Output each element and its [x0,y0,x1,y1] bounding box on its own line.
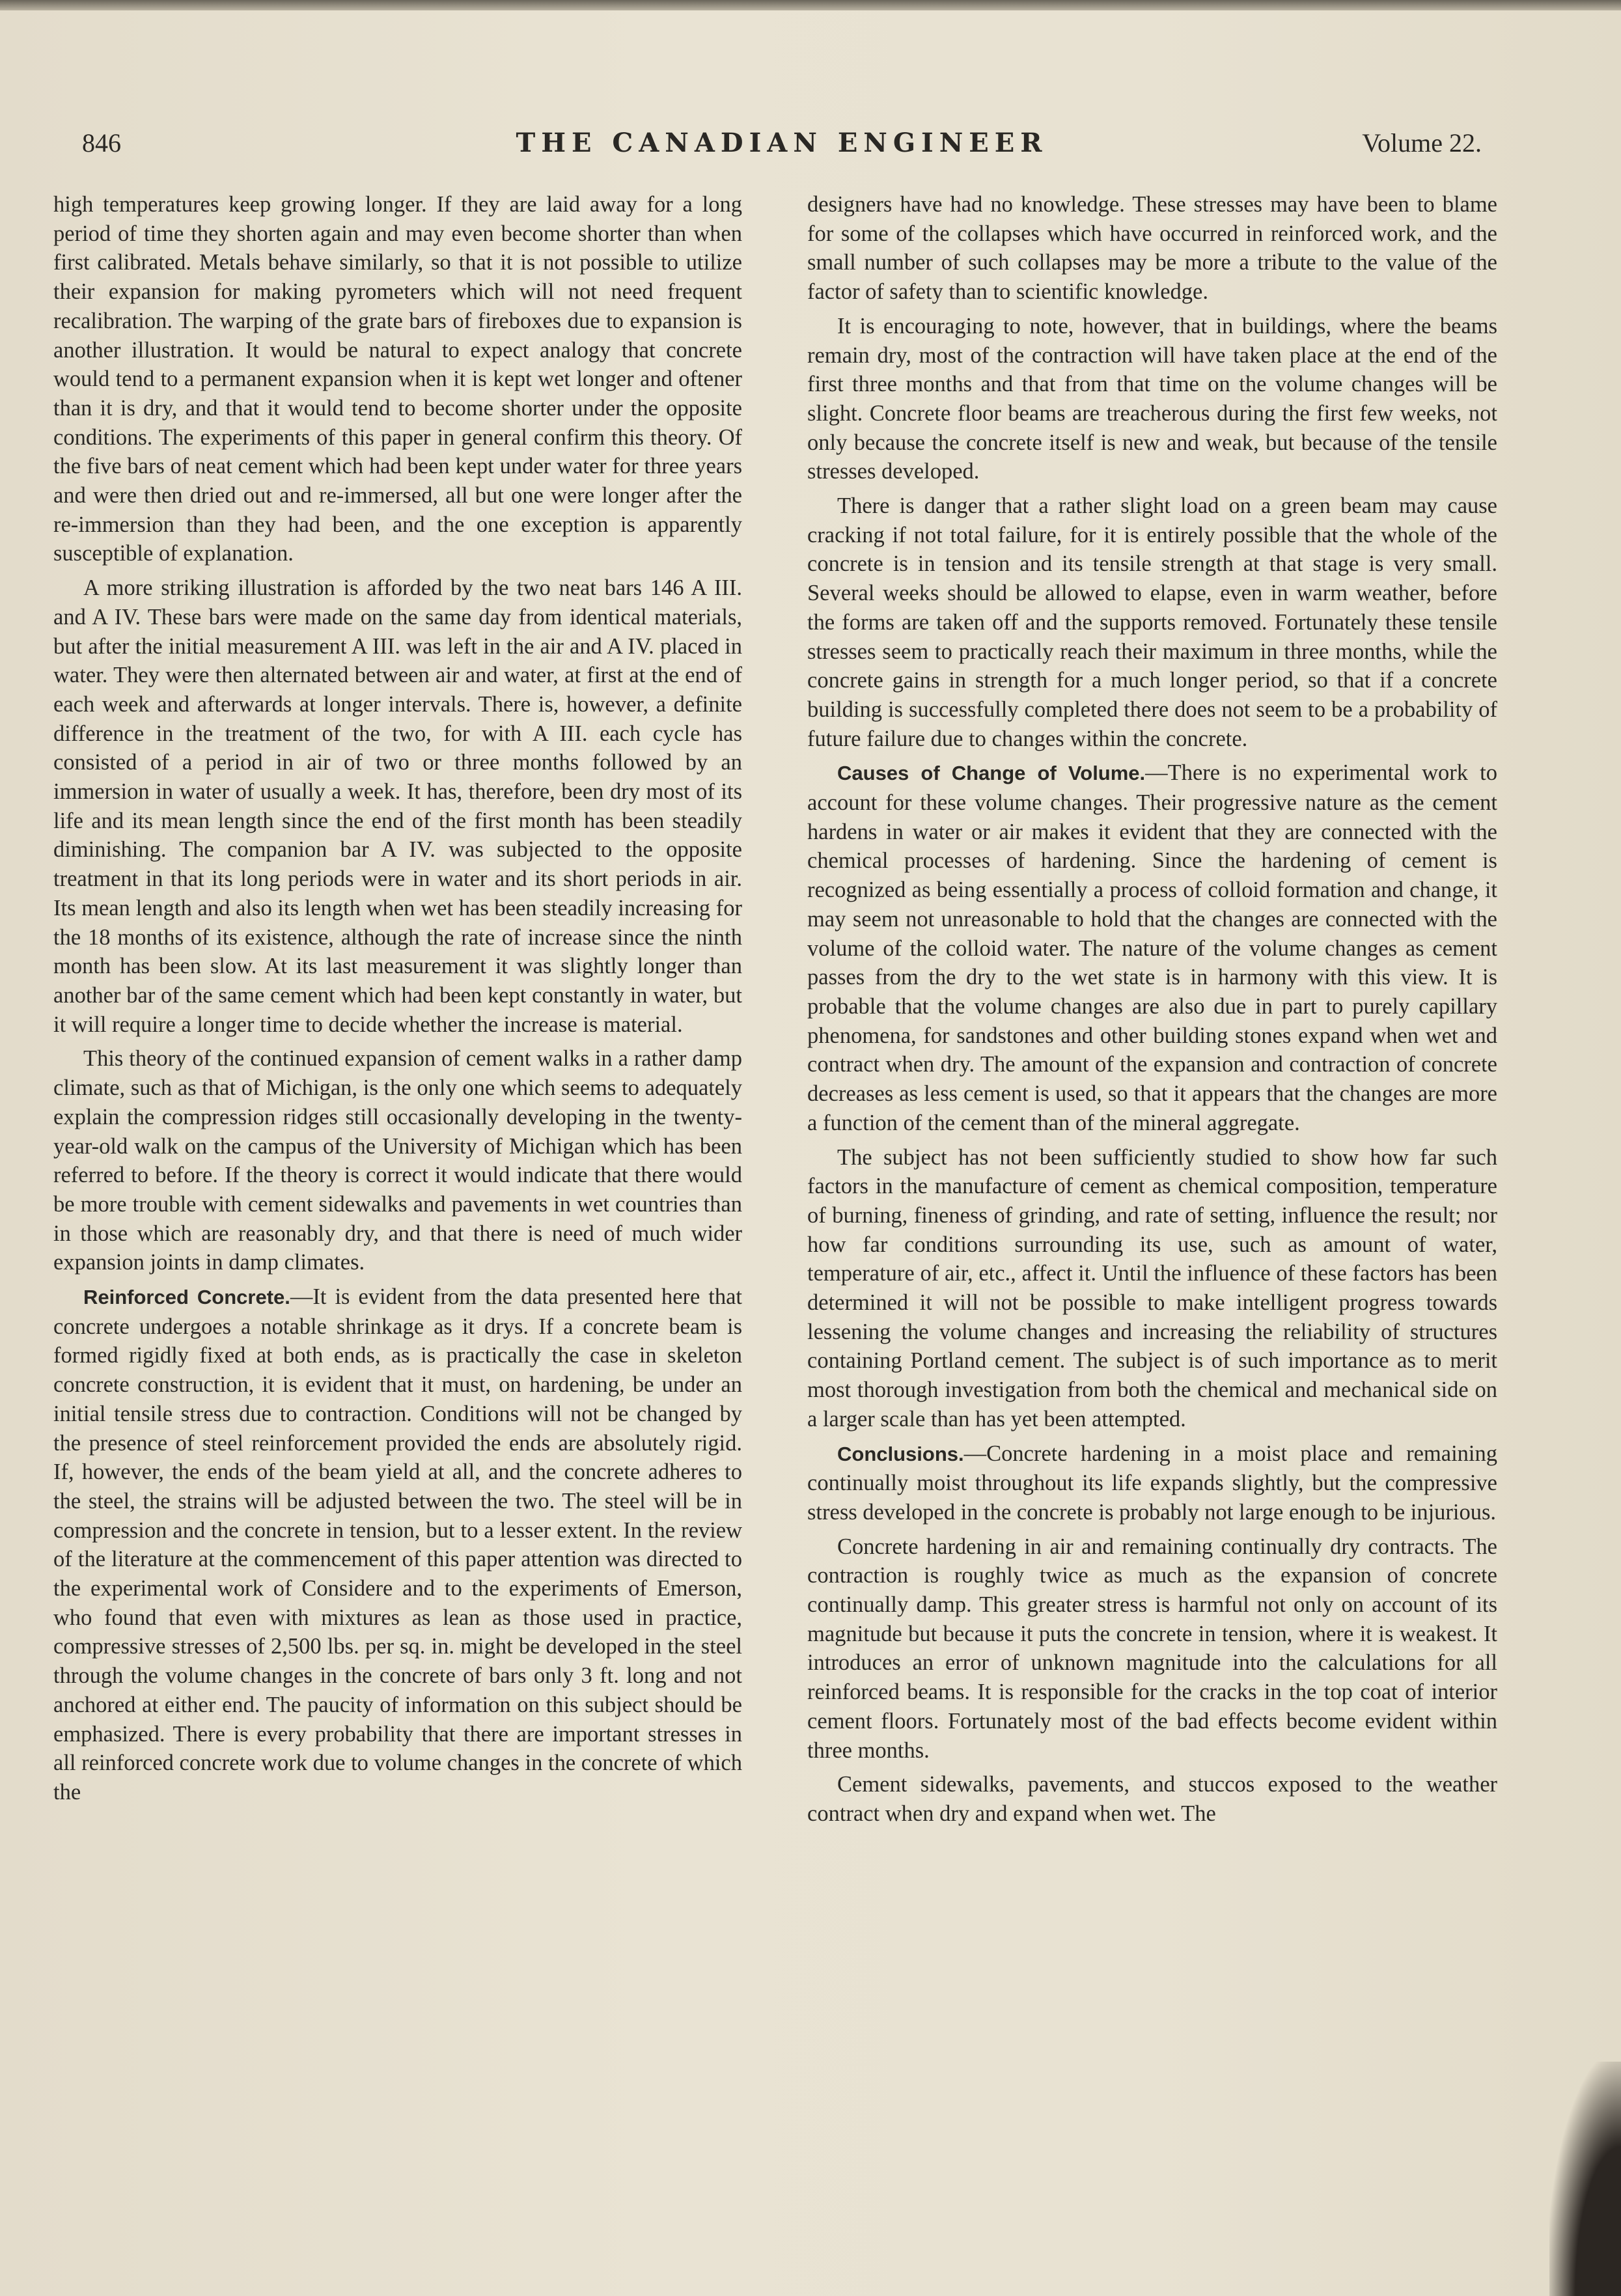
section-heading: Causes of Change of Volume. [837,762,1146,785]
section-heading: Reinforced Concrete. [83,1286,290,1309]
paragraph: Cement sidewalks, pavements, and stuccos exposed to the weather contract when dry and expand when wet. The [807,1772,1497,1826]
paragraph-text: —Concrete hardening in a moist place and remaining continually moist throughout its life expands slightly, but the compressive stress developed in the concrete is probably not large enough to be injurious. [807,1441,1497,1525]
page-header [82,128,1482,167]
left-column [53,190,742,1812]
right-column [807,190,1497,1834]
paragraph: Concrete hardening in air and remaining continually dry contracts. The contraction is roughly twice as much as the expansion of concrete continually damp. This greater stress is harmful not only on account of its magnitude but because it puts the concrete in tension, where it is weakest. It introduces an error of unknown magnitude into the calculations for all reinforced beams. It is responsible for the cracks in the top coat of interior cement floors. Fortunately most of the bad effects become evident within three months. [807,1534,1497,1763]
paragraph: This theory of the continued expansion of cement walks in a rather damp climate, such as that of Michigan, is the only one which seems to adequately explain the compression ridges still occasionally developing in the twenty-year-old walk on the campus of the University of Michigan which has been referred to before. If the theory is correct it would indicate that there would be more trouble with cement sidewalks and pavements in wet countries than in those which are reasonably dry, and that there is need of much wider expansion joints in damp climates. [53,1046,742,1275]
paragraph [807,1439,1497,1527]
paragraph: It is encouraging to note, however, that in buildings, where the beams remain dry, most of the contraction will have taken place at the end of the first three months and that from that time on the volume changes will be slight. Concrete floor beams are treacherous during the first few weeks, not only because the concrete itself is new and weak, but because of the tensile stresses developed. [807,313,1497,484]
paragraph-text: —It is evident from the data presented here that concrete undergoes a notable shrinkage as it drys. If a concrete beam is formed rigidly fixed at both ends, as is practically the case in skeleton concrete construction, it is evident that it must, on hardening, be under an initial tensile stress due to contraction. Conditions will not be changed by the presence of steel reinforcement provided the ends are absolutely rigid. If, however, the ends of the beam yield at all, and the concrete adheres to the steel, the strains will be adjusted between the two. The steel will be in compression and the concrete in tension, but to a lesser extent. In the review of the literature at the commencement of this paper attention was directed to the experimental work of Considere and to the experiments of Emerson, who found that even with mixtures as lean as those used in practice, compressive stresses of 2,500 lbs. per sq. in. might be developed in the steel through the volume changes in the concrete of bars only 3 ft. long and not anchored at either end. The paucity of information on this subject should be emphasized. There is every probability that there are important stresses in all reinforced concrete work due to volume changes in the concrete of which the [53,1284,742,1805]
page-number: 846 [82,128,121,158]
paragraph-text: —There is no experimental work to account for these volume changes. Their progressive nature as the cement hardens in water or air makes it evident that they are connected with the chemical processes of hardening. Since the hardening of cement is recognized as being essentially a process of colloid formation and change, it may seem not unreasonable to hold that the changes are connected with the volume of the colloid water. The nature of the volume changes as cement passes from the dry to the wet state is in harmony with this view. It is probable that the volume changes are also due in part to purely capillary phenomena, for sandstones and other building stones expand when wet and contract when dry. The amount of the expansion and contraction of concrete decreases as less cement is used, so that it appears that the changes are more a function of the cement than of the mineral aggregate. [807,760,1497,1135]
paragraph: high temperatures keep growing longer. If they are laid away for a long period of time they shorten again and may even become shorter than when first calibrated. Metals behave similarly, so that it is not possible to utilize their expansion for making pyrometers which will not need frequent recalibration. The warping of the grate bars of fireboxes due to expansion is another illustration. It would be natural to expect analogy that concrete would tend to a permanent expansion when it is kept wet longer and oftener than it is dry, and that it would tend to become shorter under the opposite conditions. The experiments of this paper in general confirm this theory. Of the five bars of neat cement which had been kept under water for three years and were then dried out and re-immersed, all but one were longer after the re-immersion than they had been, and the one exception is apparently susceptible of explanation. [53,192,742,566]
section-heading: Conclusions. [837,1442,964,1465]
paragraph: designers have had no knowledge. These stresses may have been to blame for some of the collapses which have occurred in reinforced work, and the small number of such collapses may be more a tribute to the value of the factor of safety than to scientific knowledge. [807,192,1497,305]
paragraph: There is danger that a rather slight load on a green beam may cause cracking if not total failure, for it is entirely possible that the whole of the concrete is in tension and its tensile strength at that stage is very small. Several weeks should be allowed to elapse, even in warm weather, before the forms are taken off and the supports removed. Fortunately these tensile stresses seem to practically reach their maximum in three months, while the concrete gains in strength for a much longer period, so that if a concrete building is successfully completed there does not seem to be a probability of future failure due to changes within the concrete. [807,493,1497,751]
paragraph: A more striking illustration is afforded by the two neat bars 146 A III. and A IV. These bars were made on the same day from identical materials, but after the initial measurement A III. was left in the air and A IV. placed in water. They were then alternated between air and water, at first at the end of each week and afterwards at longer intervals. There is, however, a definite difference in the treatment of the two, for with A III. each cycle has consisted of a period in air of two or three months followed by an immersion in water of usually a week. It has, therefore, been dry most of its life and its mean length since the end of the first month has been steadily diminishing. The companion bar A IV. was subjected to the opposite treatment in that its long periods were in water and its short periods in air. Its mean length and also its length when wet has been steadily increasing for the 18 months of its existence, although the rate of increase since the ninth month has been slow. At its last measurement it was slightly longer than another bar of the same cement which had been kept constantly in water, but it will require a longer time to decide whether the increase is material. [53,575,742,1037]
paragraph [53,1282,742,1807]
paragraph [807,758,1497,1137]
scan-top-edge [0,0,1621,10]
volume-label: Volume 22. [1362,128,1482,158]
paragraph: The subject has not been sufficiently studied to show how far such factors in the manufacture of cement as chemical composition, temperature of burning, fineness of grinding, and rate of setting, influence the result; nor how far conditions surrounding its use, such as amount of water, temperature of air, etc., affect it. Until the influence of these factors has been determined it will not be possible to make intelligent progress towards lessening the volume changes and increasing the reliability of structures containing Portland cement. The subject is of such importance as to merit most thorough investigation from both the chemical and mechanical side on a larger scale than has yet been attempted. [807,1144,1497,1432]
scan-shadow-corner [1549,2062,1621,2296]
journal-title: THE CANADIAN ENGINEER [516,128,1048,158]
